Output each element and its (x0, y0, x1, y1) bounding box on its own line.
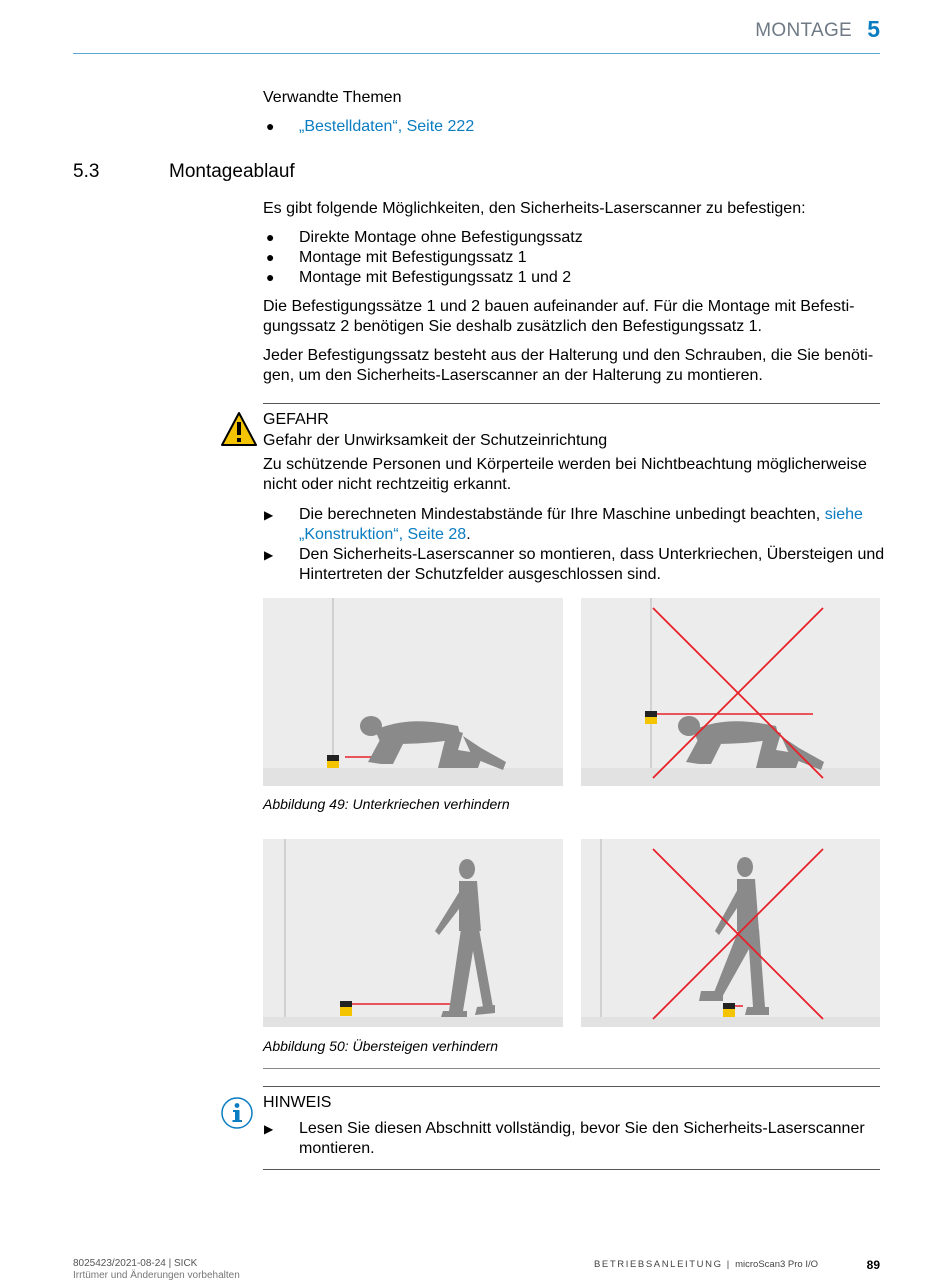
page-number: 89 (866, 1258, 880, 1272)
danger-step-line (299, 505, 863, 525)
header-rule (73, 53, 880, 54)
danger-subtitle: Gefahr der Unwirksamkeit der Schutzeinrichtung (263, 432, 608, 449)
related-heading: Verwandte Themen (263, 89, 402, 106)
option-item: Montage mit Befestigungssatz 1 (299, 249, 527, 266)
footer-product: microScan3 Pro I/O (735, 1259, 818, 1270)
note-step-line: Lesen Sie diesen Abschnitt vollständig, bevor Sie den Sicherheits-Laserscanner (299, 1120, 865, 1137)
danger-step-line: Den Sicherheits-Laserscanner so montieren, dass Unterkriechen, Übersteigen und (299, 546, 885, 563)
arrow-right-icon: ▶ (264, 508, 274, 522)
option-item: Montage mit Befestigungssatz 1 und 2 (299, 269, 572, 286)
bullet-dot-icon: ● (266, 118, 275, 134)
figure-caption: Abbildung 50: Übersteigen verhindern (263, 1038, 499, 1054)
danger-text-line: nicht oder nicht rechtzeitig erkannt. (263, 476, 512, 493)
figure-step-over-correct (263, 839, 563, 1027)
section-title: Montageablauf (169, 161, 295, 182)
danger-text-line: Zu schützende Personen und Körperteile werden bei Nichtbeachtung möglicherweise (263, 456, 867, 473)
danger-step-line: Hintertreten der Schutzfelder ausgeschlossen sind. (299, 566, 661, 583)
footer-doc-id: 8025423/2021-08-24 | SICK (73, 1258, 198, 1269)
figure-crawl-incorrect (581, 598, 880, 786)
arrow-right-icon: ▶ (264, 1122, 274, 1136)
section-number: 5.3 (73, 161, 100, 182)
note-title: HINWEIS (263, 1094, 332, 1111)
danger-step-line (299, 525, 471, 545)
paragraph-line: gen, um den Sicherheits-Laserscanner an der Halterung zu montieren. (263, 367, 763, 384)
bullet-dot-icon: ● (266, 269, 275, 285)
danger-step-end: . (466, 526, 471, 543)
danger-step-link[interactable]: siehe (824, 506, 863, 523)
footer-doc-type: BETRIEBSANLEITUNG | microScan3 Pro I/O (594, 1259, 818, 1270)
danger-top-rule (263, 403, 880, 404)
footer-doc-type-label: BETRIEBSANLEITUNG (594, 1259, 723, 1270)
intro-text: Es gibt folgende Möglichkeiten, den Sicherheits-Laserscanner zu befestigen: (263, 200, 806, 217)
bullet-dot-icon: ● (266, 229, 275, 245)
note-top-rule (263, 1086, 880, 1087)
bullet-dot-icon: ● (266, 249, 275, 265)
note-bottom-rule (263, 1169, 880, 1170)
note-separator-rule (263, 1068, 880, 1069)
paragraph-line: gungssatz 2 benötigen Sie deshalb zusätzlich den Befestigungssatz 1. (263, 318, 762, 335)
danger-title: GEFAHR (263, 411, 329, 428)
related-link[interactable]: „Bestelldaten“, Seite 222 (299, 118, 475, 135)
paragraph-line: Die Befestigungssätze 1 und 2 bauen aufeinander auf. Für die Montage mit Befesti- (263, 298, 855, 315)
chapter-title: MONTAGE (755, 20, 852, 41)
figure-step-over-incorrect (581, 839, 880, 1027)
danger-step-text: Die berechneten Mindestabstände für Ihre Maschine unbedingt beachten, (299, 506, 821, 523)
warning-triangle-icon (220, 411, 258, 452)
info-circle-icon (220, 1096, 254, 1135)
chapter-number: 5 (867, 16, 880, 42)
option-item: Direkte Montage ohne Befestigungssatz (299, 229, 583, 246)
danger-step-link[interactable]: „Konstruktion“, Seite 28 (299, 526, 467, 543)
arrow-right-icon: ▶ (264, 548, 274, 562)
figure-crawl-correct (263, 598, 563, 786)
footer-disclaimer: Irrtümer und Änderungen vorbehalten (73, 1270, 240, 1281)
paragraph-line: Jeder Befestigungssatz besteht aus der Halterung und den Schrauben, die Sie benöti- (263, 347, 874, 364)
note-step-line: montieren. (299, 1140, 375, 1157)
figure-caption: Abbildung 49: Unterkriechen verhindern (263, 796, 510, 812)
